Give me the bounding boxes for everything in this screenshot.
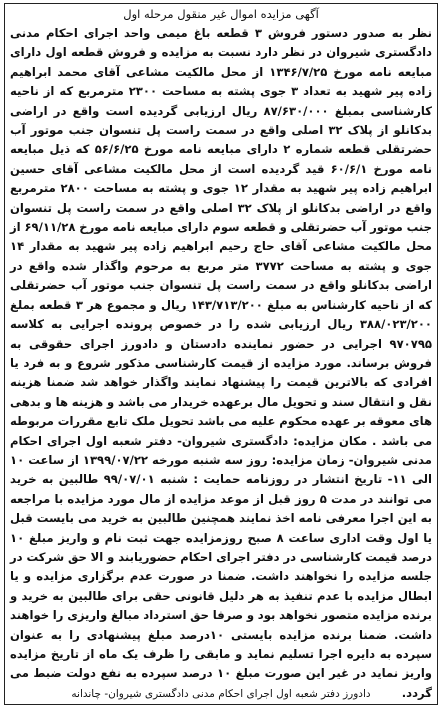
notice-signature: دادورز دفتر شعبه اول اجرای احکام مدنی دادگستری شیروان- چاندانه [71, 688, 371, 700]
notice-body-text: نظر به صدور دستور فروش ۳ قطعه باغ میمی واحد اجرای احکام مدنی دادگستری شیروان در نظر دارد نسبت به مزایده و فروش قطعه اول دارای مبایعه نامه مورخ ۱۳۴۶/۷/۲۵ از محل مالکیت مشاعی آقای محمد ابراهیم زاده پیر شهید به تعداد ۳ جوی پشته به مساحت ۲۳۰۰ مترمربع که از ناحیه کارشناسی بمبلغ ۸۷/۶۳۰/۰۰۰ ریال ارزیابی گردیده است واقع در اراضی بدکانلو از پلاک ۳۲ اصلی واقع در سمت راست پل تنسوان جنب موتور آب حضرتقلی قطعه شماره ۲ دارای مبایعه نامه مورخ ۵۶/۶/۲۵ که ذیل مبایعه نامه مورخ ۶۰/۶/۱ قید گردیده است از محل مالکیت مشاعی آقای حسین ابراهیم زاده پیر شهید به مقدار ۱۲ جوی و پشته به مساحت ۲۸۰۰ مترمربع واقع در اراضی بدکانلو از پلاک ۳۲ اصلی واقع در سمت راست پل تنسوان جنب موتور آب حضرتقلی و قطعه سوم دارای مبایعه نامه مورخ ۶۹/۱۱/۲۸ از محل مالکیت مشاعی آقای حاج رحیم ابراهیم زاده پیر شهید به مقدار ۱۴ جوی و پشته به مساحت ۳۷۷۲ متر مربع به مرحوم واگذار شده واقع در اراضی بدکانلو واقع در سمت راست پل تنسوان جنب موتور آب حضرتقلی که از ناحیه کارشناس به مبلغ ۱۴۳/۷۱۳/۲۰۰ ریال و مجموع هر ۳ قطعه بملغ ۳۸۸/۰۲۳/۲۰۰ ریال ارزیابی شده را در خصوص پرونده اجرایی به کلاسه ۹۷۰۷۹۵ اجرایی در حضور نماینده دادستان و دادورز اجرای حقوقی به فروش برساند. مورد مزایده از قیمت کارشناسی مذکور شروع و به فرد یا افرادی که بالاترین قیمت را پیشنهاد نمایند واگذار خواهد شد ضمنا هزینه نقل و انتقال سند و تحویل مال برعهده خریدار می باشد و هزینه ها و بدهی های معوقه بر عهده محکوم علیه می باشد تحویل ملک تابع مقررات مربوطه می باشد . مکان مزایده: دادگستری شیروان- دفتر شعبه اول اجرای احکام مدنی شیروان- زمان مزایده: روز سه شنبه مورخه ۱۳۹۹/۰۷/۲۲ از ساعت ۱۰ الی ۱۱- تاریخ انتشار در روزنامه حمایت : شنبه ۹۹/۰۷/۰۱ طالبین به خرید می توانند در مدت ۵ روز قبل از موعد مزایده از مال مورد مزایده با مراجعه به این اجرا معرفی نامه اخذ نمایند همچنین طالبین به خرید می بایست قبل یا اول وقت اداری ساعت ۸ صبح روزمزایده جهت ثبت نام و واریز مبلغ ۱۰ درصد قیمت کارشناسی در دفتر اجرای احکام حضوریابند و الا حق شرکت در جلسه مزایده را نخواهند داشت. ضمنا در صورت عدم برگزاری مزایده و یا ابطال مزایده با عدم تنفیذ به هر دلیل قانونی حقی برای طالبین به خرید و برنده مزایده متصور نخواهد بود و صرفا حق استرداد مبالغ واریزی را خواهند داشت. ضمنا برنده مزایده بایستی ۱۰درصد مبلغ پیشنهادی را به عنوان سپرده به دایره اجرا تسلیم نماید و مابقی را ظرف یک ماه از تاریخ مزایده واریز نماید در غیر این صورت مبلغ ۱۰ درصد سپرده به نفع دولت ضبط می گردد. [10, 26, 433, 700]
legal-notice-frame [4, 3, 438, 705]
notice-title: آگهی مزایده اموال غیر منقول مرحله اول [123, 7, 319, 21]
